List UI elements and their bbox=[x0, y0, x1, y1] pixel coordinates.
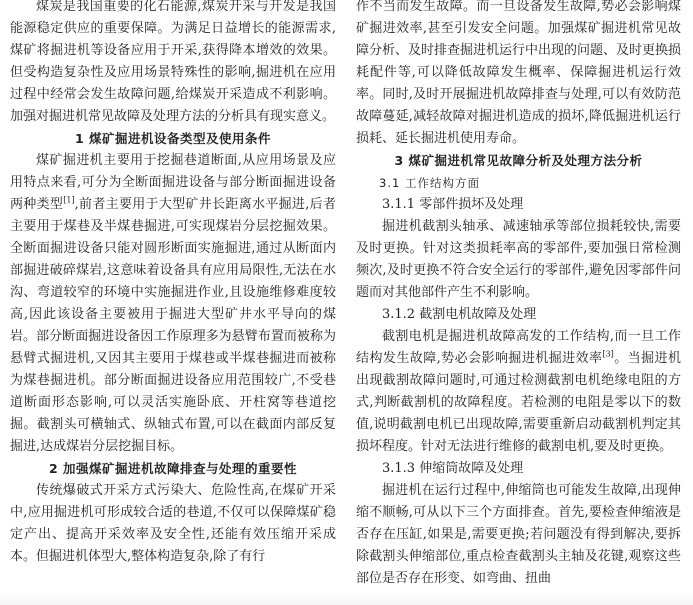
left-column bbox=[10, 0, 336, 568]
subsection-3-1-2-text-b: 。当掘进机出现截割故障问题时,可通过检测截割电机绝缘电阻的方式,判断截割机的故障程度。若检测的电阻是零以下的数值,说明截割电机已出现故障,需要重新启动截割机判定其损坏程度。针对无法进行维修的截割电机,要及时更换。 bbox=[356, 351, 681, 454]
section-3-heading: 3 煤矿掘进机常见故障分析及处理方法分析 bbox=[394, 153, 643, 168]
citation-ref-1: [1] bbox=[63, 195, 75, 205]
section-1-text-a: 煤矿掘进机主要用于挖掘巷道断面,从应用场景及应用特点来看,可分为全断面掘进设备与部分断面掘进设备两种类型 bbox=[10, 153, 336, 212]
citation-ref-3: [3] bbox=[602, 349, 614, 359]
subsection-3-1-3-heading: 3.1.3 伸缩筒故障及处理 bbox=[382, 461, 524, 476]
subsection-3-1-2-paragraph bbox=[356, 326, 681, 458]
subsection-3-1-1-paragraph: 掘进机截割头轴承、减速轴承等部位损耗较快,需要及时更换。针对这类损耗率高的零部件,要加强日常检测频次,及时更换不符合安全运行的零部件,避免因零部件问题而对其他部件产生不利影响。 bbox=[356, 219, 681, 300]
right-column bbox=[356, 0, 681, 590]
section-2-continued-paragraph: 作不当而发生故障。而一旦设备发生故障,势必会影响煤矿掘进效率,甚至引发安全问题。加强煤矿掘进机常见故障分析、及时排查掘进机运行中出现的问题、及时更换损耗配件等,可以降低故障发生概率、保障掘进机运行效率。同时,及时开展掘进机故障排查与处理,可以有效防范故障蔓延,减轻故障对掘进机造成的损坏,降低掘进机运行损耗、延长掘进机使用寿命。 bbox=[356, 0, 682, 146]
section-2-paragraph: 传统爆破式开采方式污染大、危险性高,在煤矿开采中,应用掘进机可形成较合适的巷道,不仅可以保障煤矿稳定产出、提高开采效率及安全性,还能有效压缩开采成本。但掘进机体型大,整体构造复杂,除了有行 bbox=[10, 483, 336, 564]
subsection-3-1-heading: 3.1 工作结构方面 bbox=[379, 176, 480, 190]
subsection-3-1-2-heading: 3.1.2 截割电机故障及处理 bbox=[382, 307, 537, 322]
section-2-heading: 2 加强煤矿掘进机故障排查与处理的重要性 bbox=[48, 461, 298, 476]
page-bottom-edge bbox=[0, 591, 693, 605]
subsection-3-1-2-text-a: 截割电机是掘进机故障高发的工作结构,而一旦工作结构发生故障,势必会影响掘进机掘进效率 bbox=[356, 329, 681, 366]
intro-paragraph: 煤炭是我国重要的化石能源,煤炭开采与开发是我国能源稳定供应的重要保障。为满足日益增长的能源需求,煤矿将掘进机等设备应用于开采,获得降本增效的效果。但受构造复杂性及应用场景特殊性的影响,掘进机在应用过程中经常会发生故障问题,给煤炭开采造成不利影响。加强对掘进机常见故障及处理方法的分析具有现实意义。 bbox=[10, 0, 336, 124]
section-1-text-b: ,前者主要用于大型矿井长距离水平掘进,后者主要用于煤巷及半煤巷掘进,可实现煤岩分层挖掘效果。全断面掘进设备只能对圆形断面实施掘进,通过从断面内部掘进破碎煤岩,这意味着设备具有应用局限性,无法在水沟、弯道较窄的环境中实施掘进作业,且设施维修难度较高,因此该设备主要被用于掘进大型矿井水平导向的煤岩。部分断面掘进设备因工作原理多为悬臂布置而被称为悬臂式掘进机,又因其主要用于煤巷或半煤巷掘进而被称为煤巷掘进机。部分断面掘进设备应用范围较广,不受巷道断面形态影响,可以灵活实施卧底、开柱窝等巷道挖掘。截割头可横轴式、纵轴式布置,可以在截面内部反复掘进,达成煤岩分层挖掘目标。 bbox=[10, 197, 336, 454]
subsection-3-1-3-paragraph: 掘进机在运行过程中,伸缩筒也可能发生故障,出现伸缩不顺畅,可从以下三个方面排查。首先,要检查伸缩液是否存在压缸,如果是,需要更换;若问题没有得到解决,要拆除截割头伸缩部位,重点检查截割头主轴及花键,观察这些部位是否存在形变、如弯曲、扭曲 bbox=[356, 483, 681, 586]
section-1-heading: 1 煤矿掘进机设备类型及使用条件 bbox=[74, 131, 272, 146]
subsection-3-1-1-heading: 3.1.1 零部件损坏及处理 bbox=[382, 197, 524, 212]
section-1-paragraph bbox=[10, 150, 336, 458]
